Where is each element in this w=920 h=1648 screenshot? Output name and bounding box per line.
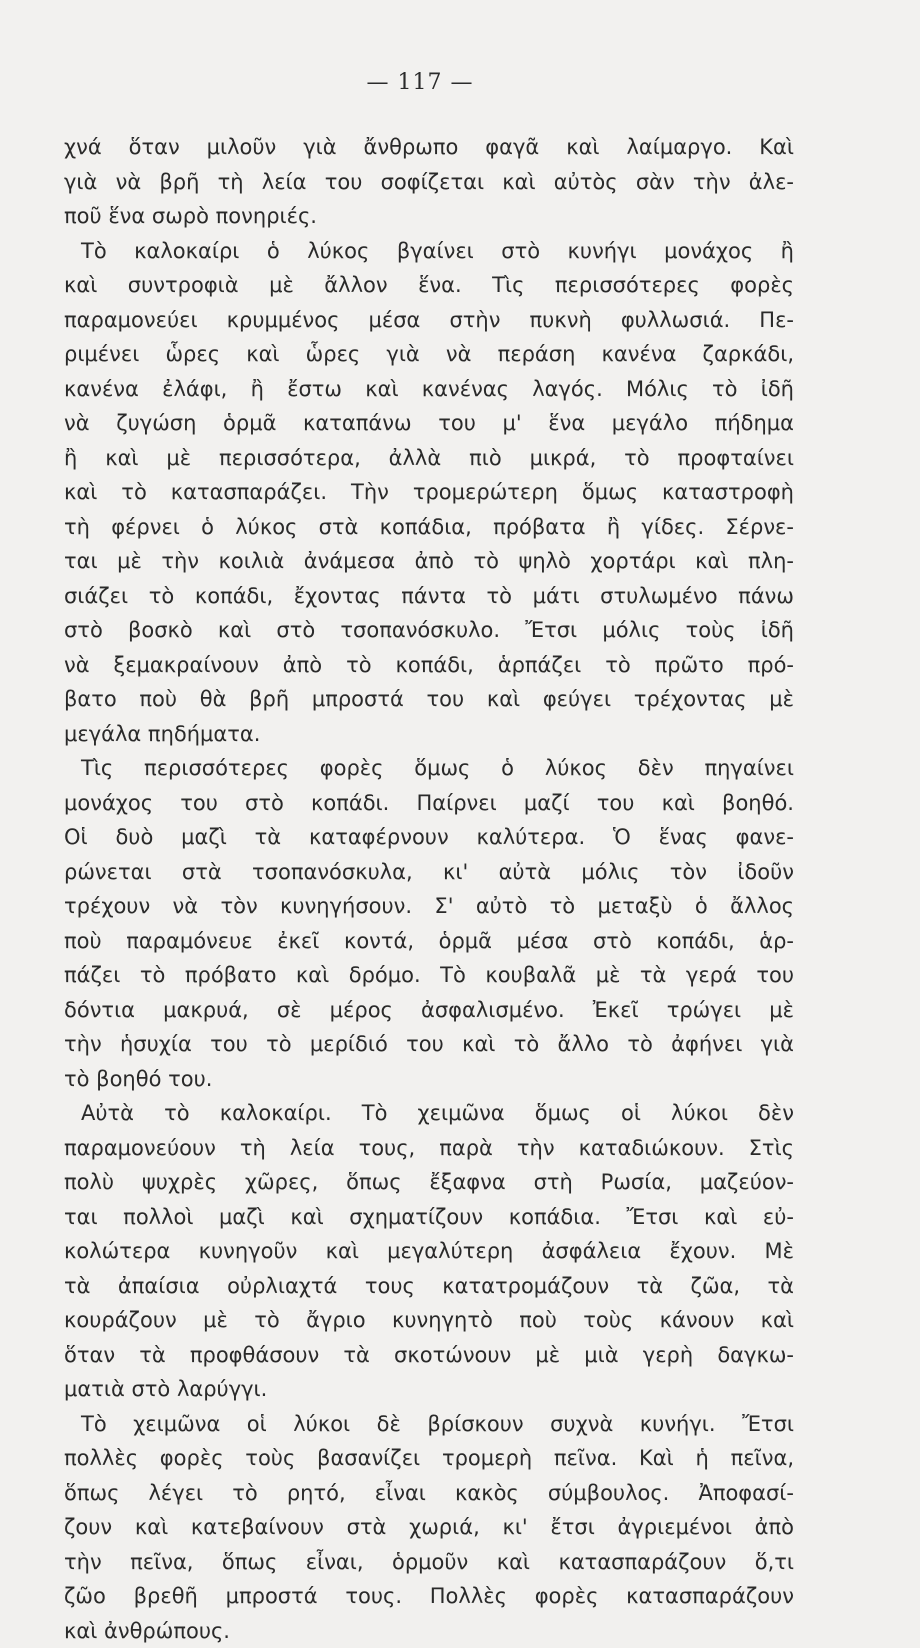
text-line: Τὶς περισσότερες φορὲς ὅμως ὁ λύκος δὲν πηγαίνει bbox=[64, 751, 794, 786]
text-line: ζῶο βρεθῆ μπροστά τους. Πολλὲς φορὲς κατασπαράζουν bbox=[64, 1579, 794, 1614]
text-line: καὶ τὸ κατασπαράζει. Τὴν τρομερώτερη ὅμως καταστροφὴ bbox=[64, 475, 794, 510]
text-line: κουράζουν μὲ τὸ ἄγριο κυνηγητὸ ποὺ τοὺς κάνουν καὶ bbox=[64, 1303, 794, 1338]
text-line: Τὸ χειμῶνα οἱ λύκοι δὲ βρίσκουν συχνὰ κυνήγι. Ἔτσι bbox=[64, 1407, 794, 1442]
body-text bbox=[64, 130, 794, 1648]
paragraph-1 bbox=[64, 130, 794, 234]
text-line: ριμένει ὧρες καὶ ὧρες γιὰ νὰ περάση κανένα ζαρκάδι, bbox=[64, 337, 794, 372]
page-number: — 117 — bbox=[0, 70, 840, 95]
text-line: τὴν ἡσυχία του τὸ μερίδιό του καὶ τὸ ἄλλο τὸ ἀφήνει γιὰ bbox=[64, 1027, 794, 1062]
text-line: τὰ ἀπαίσια οὐρλιαχτά τους κατατρομάζουν τὰ ζῶα, τὰ bbox=[64, 1269, 794, 1304]
text-line: ὅταν τὰ προφθάσουν τὰ σκοτώνουν μὲ μιὰ γερὴ δαγκω- bbox=[64, 1338, 794, 1373]
paragraph-2 bbox=[64, 234, 794, 752]
text-line: Οἱ δυὸ μαζὶ τὰ καταφέρνουν καλύτερα. Ὁ ἕνας φανε- bbox=[64, 820, 794, 855]
text-line: νὰ ξεμακραίνουν ἀπὸ τὸ κοπάδι, ἁρπάζει τὸ πρῶτο πρό- bbox=[64, 648, 794, 683]
text-line: ποὺ παραμόνευε ἐκεῖ κοντά, ὁρμᾶ μέσα στὸ κοπάδι, ἁρ- bbox=[64, 924, 794, 959]
text-line: τρέχουν νὰ τὸν κυνηγήσουν. Σ' αὐτὸ τὸ μεταξὺ ὁ ἄλλος bbox=[64, 889, 794, 924]
text-line: Αὐτὰ τὸ καλοκαίρι. Τὸ χειμῶνα ὅμως οἱ λύκοι δὲν bbox=[64, 1096, 794, 1131]
text-line: ἢ καὶ μὲ περισσότερα, ἀλλὰ πιὸ μικρά, τὸ προφταίνει bbox=[64, 441, 794, 476]
text-line: κανένα ἐλάφι, ἢ ἔστω καὶ κανένας λαγός. Μόλις τὸ ἰδῆ bbox=[64, 372, 794, 407]
text-line: δόντια μακρυά, σὲ μέρος ἀσφαλισμένο. Ἐκεῖ τρώγει μὲ bbox=[64, 993, 794, 1028]
text-line: ζουν καὶ κατεβαίνουν στὰ χωριά, κι' ἔτσι ἀγριεμένοι ἀπὸ bbox=[64, 1510, 794, 1545]
text-line: κολώτερα κυνηγοῦν καὶ μεγαλύτερη ἀσφάλεια ἔχουν. Μὲ bbox=[64, 1234, 794, 1269]
text-line: γιὰ νὰ βρῆ τὴ λεία του σοφίζεται καὶ αὐτὸς σὰν τὴν ἀλε- bbox=[64, 165, 794, 200]
text-line: σιάζει τὸ κοπάδι, ἔχοντας πάντα τὸ μάτι στυλωμένο πάνω bbox=[64, 579, 794, 614]
text-line: ὅπως λέγει τὸ ρητό, εἶναι κακὸς σύμβουλος. Ἀποφασί- bbox=[64, 1476, 794, 1511]
text-line: μεγάλα πηδήματα. bbox=[64, 717, 794, 752]
text-line: ται μὲ τὴν κοιλιὰ ἀνάμεσα ἀπὸ τὸ ψηλὸ χορτάρι καὶ πλη- bbox=[64, 544, 794, 579]
text-line: παραμονεύουν τὴ λεία τους, παρὰ τὴν καταδιώκουν. Στὶς bbox=[64, 1131, 794, 1166]
text-line: καὶ συντροφιὰ μὲ ἄλλον ἕνα. Τὶς περισσότερες φορὲς bbox=[64, 268, 794, 303]
text-line: ματιὰ στὸ λαρύγγι. bbox=[64, 1372, 794, 1407]
text-line: μονάχος του στὸ κοπάδι. Παίρνει μαζί του καὶ βοηθό. bbox=[64, 786, 794, 821]
text-line: καὶ ἀνθρώπους. bbox=[64, 1614, 794, 1648]
text-line: Τὸ καλοκαίρι ὁ λύκος βγαίνει στὸ κυνήγι μονάχος ἢ bbox=[64, 234, 794, 269]
text-line: πάζει τὸ πρόβατο καὶ δρόμο. Τὸ κουβαλᾶ μὲ τὰ γερά του bbox=[64, 958, 794, 993]
paragraph-4 bbox=[64, 1096, 794, 1407]
text-line: τὴν πεῖνα, ὅπως εἶναι, ὁρμοῦν καὶ κατασπαράζουν ὅ,τι bbox=[64, 1545, 794, 1580]
paragraph-3 bbox=[64, 751, 794, 1096]
text-line: παραμονεύει κρυμμένος μέσα στὴν πυκνὴ φυλλωσιά. Πε- bbox=[64, 303, 794, 338]
text-line: τὴ φέρνει ὁ λύκος στὰ κοπάδια, πρόβατα ἢ γίδες. Σέρνε- bbox=[64, 510, 794, 545]
text-line: τὸ βοηθό του. bbox=[64, 1062, 794, 1097]
paragraph-5 bbox=[64, 1407, 794, 1648]
text-line: πολὺ ψυχρὲς χῶρες, ὅπως ἔξαφνα στὴ Ρωσία, μαζεύον- bbox=[64, 1165, 794, 1200]
text-line: νὰ ζυγώση ὁρμᾶ καταπάνω του μ' ἕνα μεγάλο πήδημα bbox=[64, 406, 794, 441]
text-line: στὸ βοσκὸ καὶ στὸ τσοπανόσκυλο. Ἔτσι μόλις τοὺς ἰδῆ bbox=[64, 613, 794, 648]
text-line: πολλὲς φορὲς τοὺς βασανίζει τρομερὴ πεῖνα. Καὶ ἡ πεῖνα, bbox=[64, 1441, 794, 1476]
text-line: βατο ποὺ θὰ βρῆ μπροστά του καὶ φεύγει τρέχοντας μὲ bbox=[64, 682, 794, 717]
text-line: ποῦ ἕνα σωρὸ πονηριές. bbox=[64, 199, 794, 234]
text-line: ται πολλοὶ μαζὶ καὶ σχηματίζουν κοπάδια. Ἔτσι καὶ εὐ- bbox=[64, 1200, 794, 1235]
text-line: ρώνεται στὰ τσοπανόσκυλα, κι' αὐτὰ μόλις τὸν ἰδοῦν bbox=[64, 855, 794, 890]
text-line: χνά ὅταν μιλοῦν γιὰ ἄνθρωπο φαγᾶ καὶ λαίμαργο. Καὶ bbox=[64, 130, 794, 165]
